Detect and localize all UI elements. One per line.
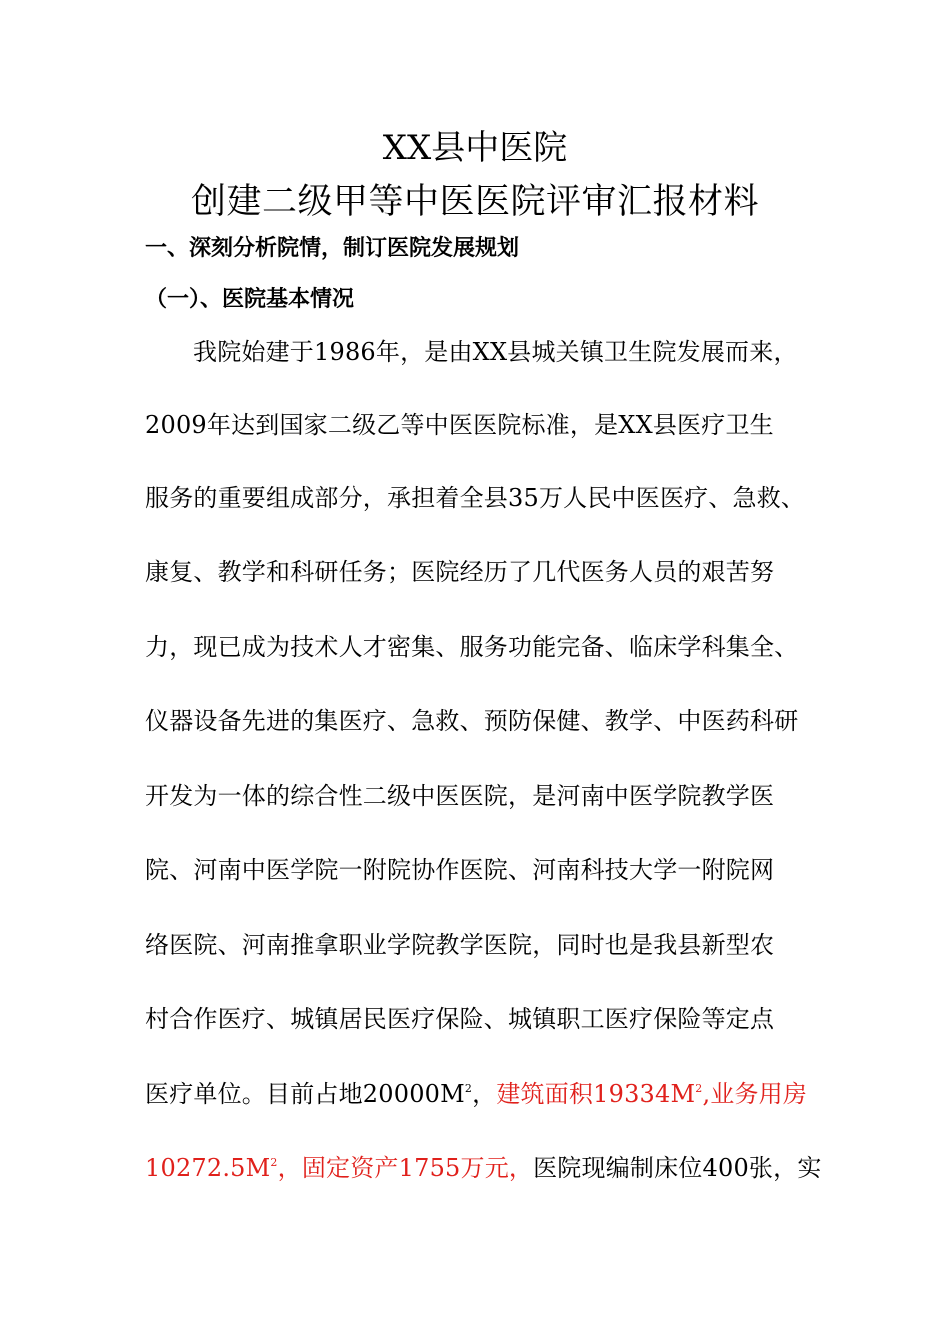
highlight-fixed-assets: ，固定资产1755万元， (277, 1154, 534, 1182)
superscript: 2 (695, 1082, 703, 1095)
paragraph-line: 康复、教学和科研任务；医院经历了几代医务人员的艰苦努 (145, 558, 775, 586)
subsection-heading: （一）、医院基本情况 (145, 287, 355, 312)
document-title-hospital: XX县中医院 (382, 128, 568, 168)
paragraph-line: 村合作医疗、城镇居民医疗保险、城镇职工医疗保险等定点 (145, 1005, 775, 1033)
paragraph-line: 服务的重要组成部分，承担着全县35万人民中医医疗、急救、 (145, 484, 806, 512)
paragraph-line: 力，现已成为技术人才密集、服务功能完备、临床学科集全、 (145, 633, 799, 661)
superscript: 2 (464, 1082, 473, 1095)
paragraph-line-area (145, 1078, 807, 1110)
paragraph-line: 院、河南中医学院一附院协作医院、河南科技大学一附院网 (145, 856, 775, 884)
punctuation: ， (472, 1080, 497, 1108)
paragraph-line: 开发为一体的综合性二级中医医院，是河南中医学院教学医 (145, 782, 775, 810)
document-title-report: 创建二级甲等中医医院评审汇报材料 (190, 182, 759, 222)
paragraph-line: 仪器设备先进的集医疗、急救、预防保健、教学、中医药科研 (145, 707, 799, 735)
highlight-business-rooms: ,业务用房 (702, 1080, 808, 1108)
paragraph-line: 我院始建于1986年，是由XX县城关镇卫生院发展而来， (193, 338, 798, 366)
paragraph-line-assets (145, 1152, 822, 1184)
highlight-room-area: 10272.5M (145, 1154, 271, 1182)
superscript: 2 (270, 1156, 278, 1169)
beds-text: 医院现编制床位400张，实 (533, 1154, 822, 1182)
section-heading: 一、深刻分析院情，制订医院发展规划 (145, 236, 520, 261)
highlight-building-area: 建筑面积19334M (496, 1080, 696, 1108)
paragraph-line: 2009年达到国家二级乙等中医医院标准，是XX县医疗卫生 (145, 411, 774, 439)
paragraph-line: 络医院、河南推拿职业学院教学医院，同时也是我县新型农 (145, 931, 775, 959)
land-area-text: 医疗单位。目前占地20000M (145, 1080, 465, 1108)
